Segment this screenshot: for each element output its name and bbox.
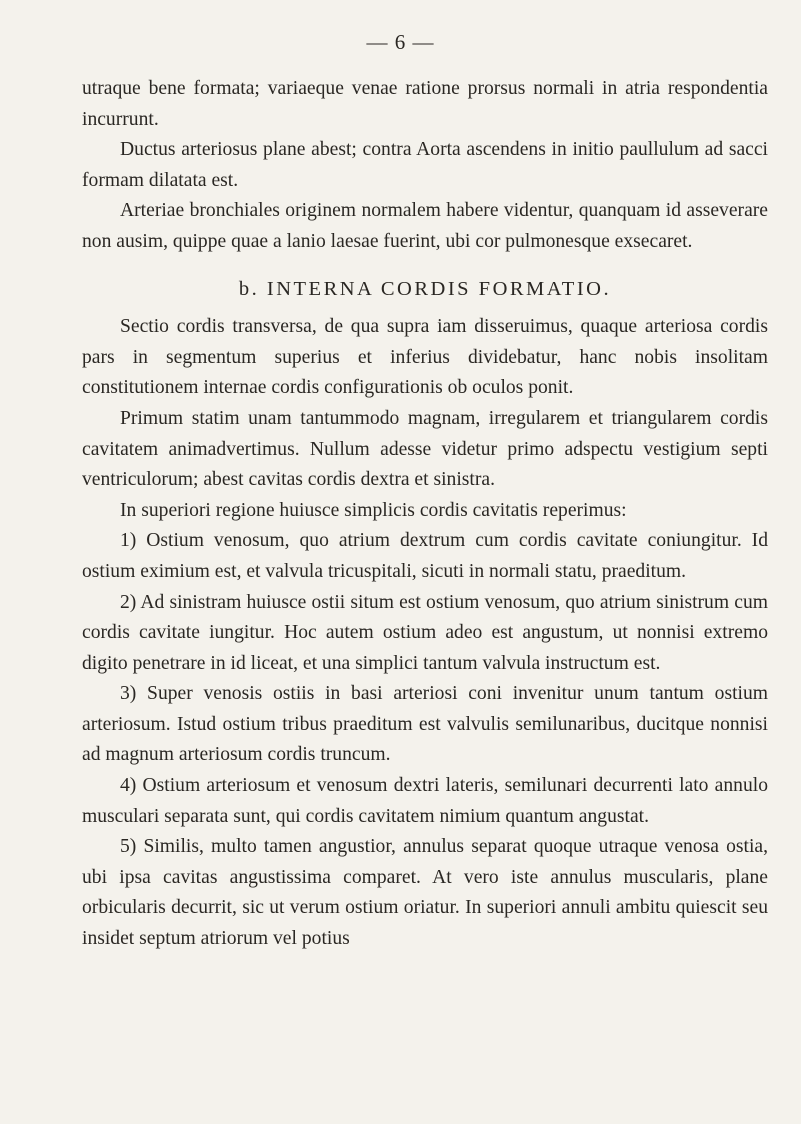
paragraph: Primum statim unam tantummodo magnam, irregularem et triangularem cordis cavitatem animadvertimus. Nullum adesse videtur primo adspectu vestigium septi ventriculorum; abest cavitas cordis dextra et sinistra. <box>82 407 768 491</box>
paragraph: In superiori regione huiusce simplicis cordis cavitatis reperimus: <box>120 499 627 521</box>
paragraph: Ductus arteriosus plane abest; contra Aorta ascendens in initio paullulum ad sacci formam dilatata est. <box>82 139 768 191</box>
paragraph: Arteriae bronchiales originem normalem habere videntur, quanquam id asseverare non ausim, quippe quae a lanio laesae fuerint, ubi cor pulmonesque exsecaret. <box>82 200 768 252</box>
list-item: 3) Super venosis ostiis in basi arteriosi coni invenitur unum tantum ostium arteriosum. Istud ostium tribus praeditum est valvulis semilunaribus, ducitque nonnisi ad magnum arteriosum cordis truncum. <box>82 683 768 766</box>
list-item: 5) Similis, multo tamen angustior, annulus separat quoque utraque venosa ostia, ubi ipsa cavitas angustissima comparet. At vero iste annulus muscularis, plane orbicularis decurrit, sic ut verum ostium oriatur. In superiori annuli ambitu quiescit seu insidet septum atriorum vel potius <box>82 836 768 950</box>
body-text <box>82 74 768 955</box>
paragraph: utraque bene formata; variaeque venae ratione prorsus normali in atria respondentia incurrunt. <box>82 78 768 130</box>
section-heading: b. INTERNA CORDIS FORMATIO. <box>238 277 612 300</box>
paragraph: Sectio cordis transversa, de qua supra iam disseruimus, quaque arteriosa cordis pars in segmentum superius et inferius dividebatur, hanc nobis insolitam constitutionem internae cordis configurationis ob oculos ponit. <box>82 316 768 399</box>
page-number: — 6 — <box>366 30 435 54</box>
list-item: 1) Ostium venosum, quo atrium dextrum cum cordis cavitate coniungitur. Id ostium eximium est, et valvula tricuspitali, sicuti in normali statu, praeditum. <box>82 530 768 582</box>
list-item: 2) Ad sinistram huiusce ostii situm est ostium venosum, quo atrium sinistrum cum cordis cavitate iungitur. Hoc autem ostium adeo est angustum, ut nonnisi extremo digito penetrare in id liceat, et una simplici tantum valvula instructum est. <box>82 591 768 674</box>
list-item: 4) Ostium arteriosum et venosum dextri lateris, semilunari decurrenti lato annulo musculari separata sunt, qui cordis cavitatem nimium quantum angustat. <box>82 775 768 827</box>
